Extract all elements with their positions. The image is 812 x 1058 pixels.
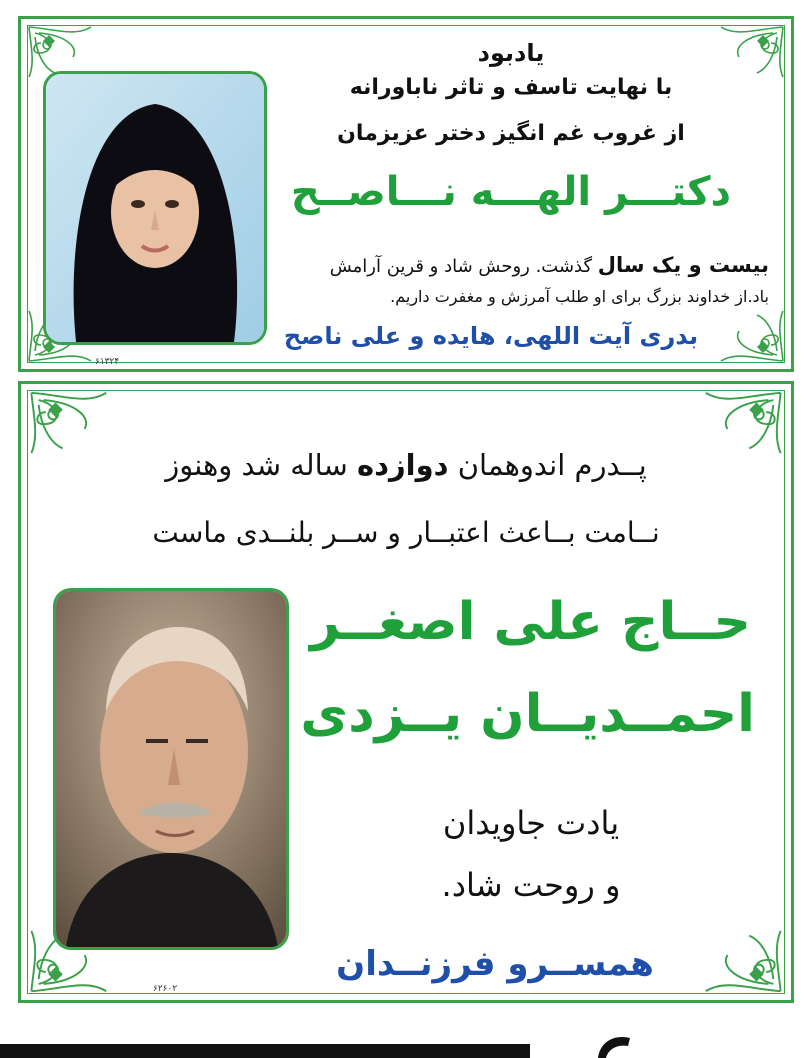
notice-line-1: با نهایت تاسف و تاثر ناباورانه: [349, 75, 673, 100]
notice-line-4: باد.از خداوند بزرگ برای او طلب آمرزش و مغفرت داریم.: [390, 287, 769, 306]
age-emphasis: بیست و یک سال: [597, 253, 769, 277]
line1-start: پــدرم اندوهمان: [448, 448, 647, 482]
ornament-corner-icon: [715, 23, 787, 81]
memorial-notice-2: [18, 381, 794, 1003]
signature: همســرو فرزنــدان: [336, 944, 654, 984]
notice-title: یادبود: [477, 39, 545, 67]
notice-line-2: از غروب غم انگیز دختر عزیزمان: [337, 121, 685, 146]
signature: بدری آیت اللهی، هایده و علی ناصح: [283, 322, 699, 350]
portrait-photo-woman: [43, 71, 267, 345]
notice-line-3: یادت جاویدان: [442, 804, 620, 842]
notice-line-3: [269, 253, 769, 277]
deceased-name-line-2: احمــدیــان یــزدی: [300, 684, 755, 744]
notice-line-1: [81, 448, 731, 482]
next-item-strip: [0, 1044, 530, 1058]
portrait-photo-man: [53, 588, 289, 950]
notice-line-4: و روحت شاد.: [441, 866, 621, 904]
ornament-corner-icon: [697, 926, 787, 996]
deceased-name-line-1: حــاج علی اصغــر: [310, 592, 751, 652]
deceased-name: دکتـــر الهـــه نـــاصــح: [290, 169, 732, 215]
ornament-corner-icon: [715, 307, 787, 365]
line1-end: ساله شد وهنوز: [165, 448, 357, 482]
ad-code: ۶۱۳۲۴: [95, 357, 120, 367]
years-emphasis: دوازده: [356, 448, 449, 482]
curve-ornament-icon: [594, 1032, 632, 1058]
ad-code: ۶۲۶۰۲: [153, 984, 178, 994]
notice-line-2: نــامت بــاعث اعتبــار و ســر بلنــدی ماست: [152, 516, 660, 549]
age-rest-text: گذشت. روحش شاد و قرین آرامش: [329, 256, 598, 277]
memorial-notice-1: [18, 16, 794, 372]
